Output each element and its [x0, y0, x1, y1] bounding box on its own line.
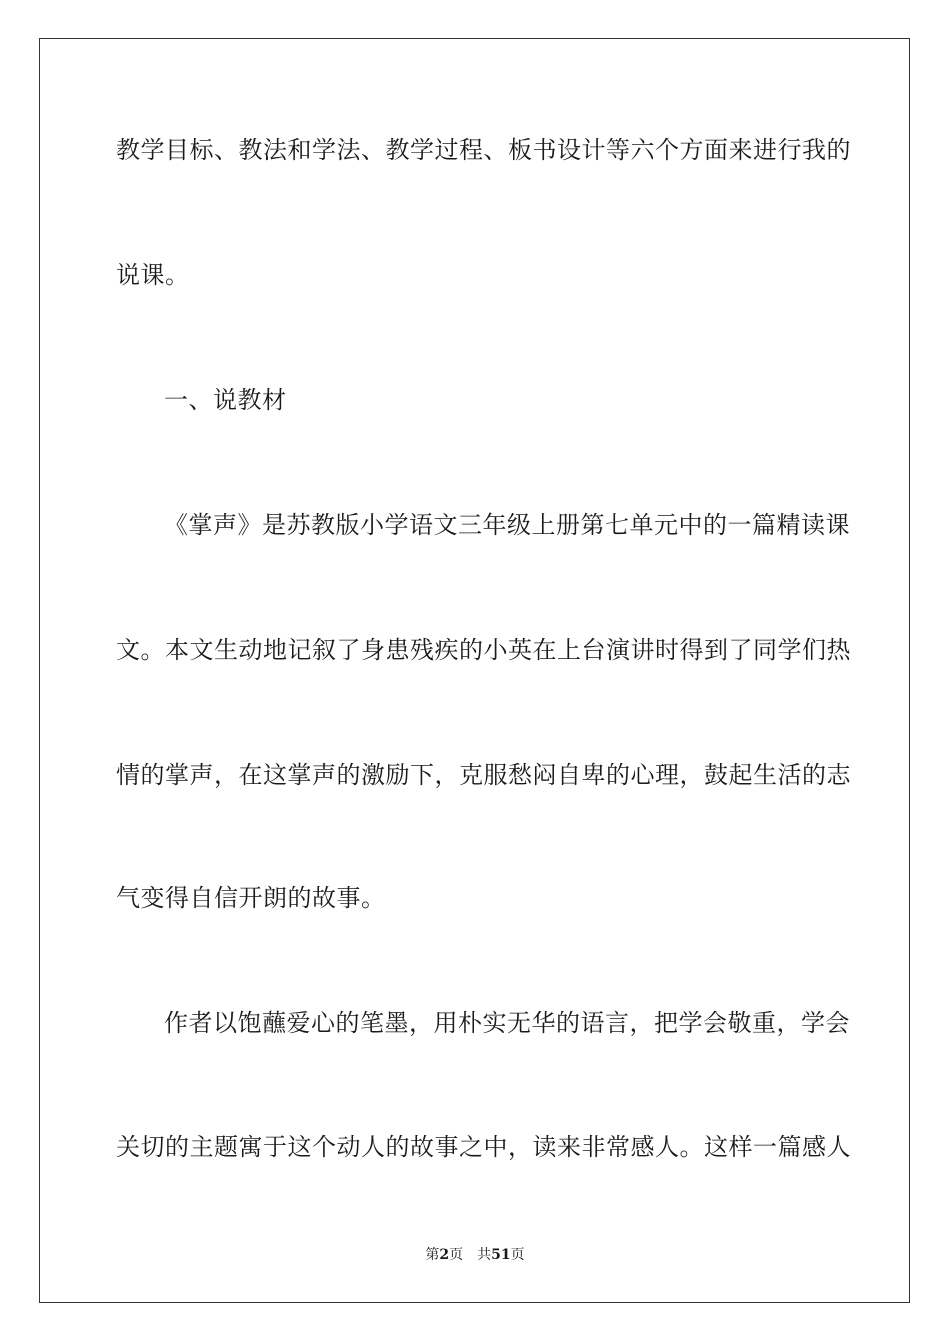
total-prefix: 共: [477, 1247, 492, 1263]
text-line-1: 教学目标、教法和学法、教学过程、板书设计等六个方面来进行我的: [116, 136, 851, 164]
page-suffix: 页: [449, 1247, 464, 1263]
text-line-5: 文。本文生动地记叙了身患残疾的小英在上台演讲时得到了同学们热: [116, 636, 851, 664]
text-line-8: 作者以饱蘸爱心的笔墨，用朴实无华的语言，把学会敬重，学会: [164, 1009, 850, 1037]
text-line-9: 关切的主题寓于这个动人的故事之中，读来非常感人。这样一篇感人: [116, 1133, 851, 1161]
page-footer: [0, 1245, 950, 1265]
page-prefix: 第: [425, 1247, 440, 1263]
page-border: [39, 38, 910, 1303]
text-line-4: 《掌声》是苏教版小学语文三年级上册第七单元中的一篇精读课: [164, 511, 850, 539]
text-line-7: 气变得自信开朗的故事。: [116, 884, 386, 912]
section-heading: 一、说教材: [164, 386, 287, 414]
total-pages: 51: [491, 1247, 511, 1263]
text-line-6: 情的掌声，在这掌声的激励下，克服愁闷自卑的心理，鼓起生活的志: [116, 761, 851, 789]
text-line-2: 说课。: [116, 261, 190, 289]
page-number: 2: [439, 1247, 450, 1263]
total-suffix: 页: [510, 1247, 525, 1263]
